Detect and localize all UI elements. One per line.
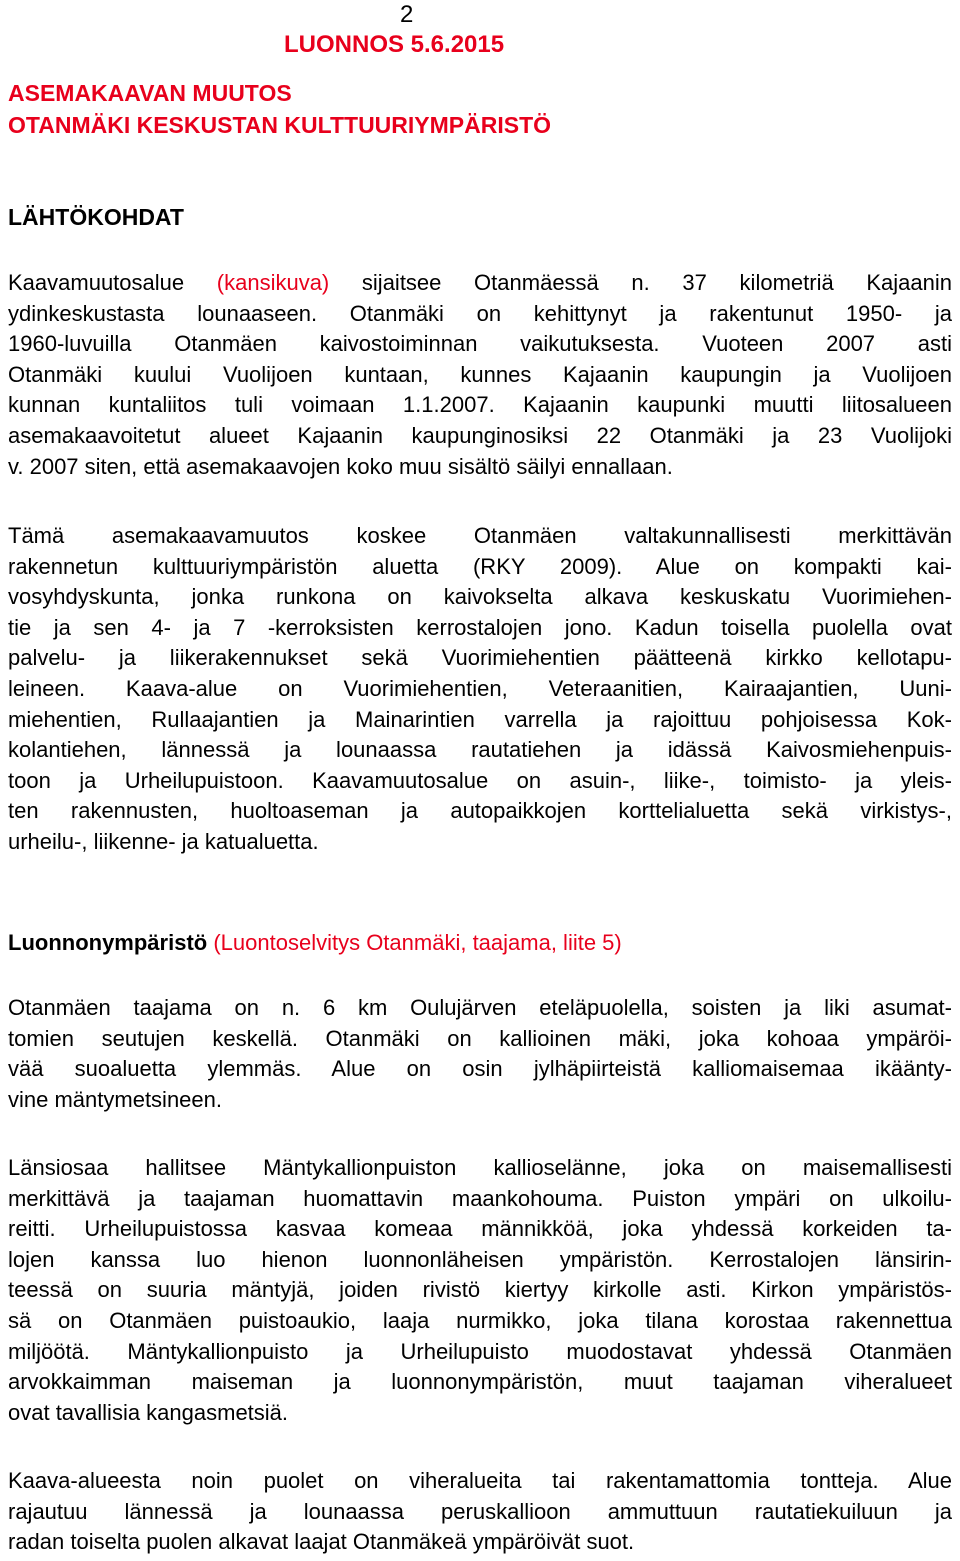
paragraph-line: merkittävä ja taajaman huomattavin maankohouma. Puiston ympäri on ulkoilu- [8,1185,952,1211]
page-number: 2 [400,1,414,28]
paragraph-line: leineen. Kaava-alue on Vuorimiehentien, Veteraanitien, Kairaajantien, Uuni- [8,675,952,701]
paragraph-line: v. 2007 siten, että asemakaavojen koko muu sisältö säilyi ennallaan. [8,453,673,479]
paragraph-line: urheilu-, liikenne- ja katualuetta. [8,828,319,854]
paragraph-line: miehentien, Rullaajantien ja Mainarintien varrella ja rajoittuu pohjoisessa Kok- [8,706,952,732]
paragraph-line: lojen kanssa luo hienon luonnonläheisen ympäristön. Kerrostalojen länsirin- [8,1246,952,1272]
paragraph-line: palvelu- ja liikerakennukset sekä Vuorimiehentien päätteenä kirkko kellotapu- [8,645,952,671]
paragraph-line: 1960-luvuilla Otanmäen kaivostoiminnan vaikutuksesta. Vuoteen 2007 asti [8,331,952,357]
section-heading-luonnonymparisto [8,928,622,958]
paragraph-line: miljöötä. Mäntykallionpuisto ja Urheilupuisto muodostavat yhdessä Otanmäen [8,1338,952,1364]
paragraph-line: Otanmäen taajama on n. 6 km Oulujärven eteläpuolella, soisten ja liki asumat- [8,995,952,1020]
document-title: ASEMAKAAVAN MUUTOS [8,80,292,106]
paragraph-line: tomien seutujen keskellä. Otanmäki on kallioinen mäki, joka kohoaa ympäröi- [8,1025,952,1051]
paragraph-location [8,993,952,1115]
paragraph-line: Kaavamuutosalue (kansikuva) sijaitsee Otanmäessä n. 37 kilometriä Kajaanin [8,270,952,295]
paragraph-line: Otanmäki kuului Vuolijoen kuntaan, kunnes Kajaanin kaupungin ja Vuolijoen [8,361,952,387]
paragraph-line: tie ja sen 4- ja 7 -kerroksisten kerrostalojen jono. Kadun toisella puolella ovat [8,614,952,640]
draft-label: LUONNOS 5.6.2015 [284,31,505,58]
paragraph-landscape [8,1153,952,1428]
paragraph-rky [8,521,952,858]
paragraph-line: toon ja Urheilupuistoon. Kaavamuutosalue on asuin-, liike-, toimisto- ja yleis- [8,767,952,793]
paragraph-line: ovat tavallisia kangasmetsiä. [8,1399,289,1425]
paragraph-intro [8,268,952,482]
section-heading-bold: Luonnonympäristö [8,930,208,955]
paragraph-line: kolantiehen, lännessä ja lounaassa rautatiehen ja idässä Kaivosmiehenpuis- [8,737,952,763]
paragraph-line: vine mäntymetsineen. [8,1086,222,1112]
paragraph-line: Tämä asemakaavamuutos koskee Otanmäen valtakunnallisesti merkittävän [8,523,952,548]
cover-image-reference: (kansikuva) [216,270,330,295]
paragraph-line: reitti. Urheilupuistossa kasvaa komeaa männikköä, joka yhdessä korkeiden ta- [8,1216,952,1242]
section-heading-lahtokohdat: LÄHTÖKOHDAT [8,204,184,230]
paragraph-line: arvokkaimman maiseman ja luonnonympäristön, muut taajaman viheralueet [8,1369,952,1395]
paragraph-line: rajautuu lännessä ja lounaassa peruskallioon ammuttuun rautatiekuiluun ja [8,1498,952,1524]
paragraph-green-areas [8,1466,952,1558]
paragraph-line: kunnan kuntaliitos tuli voimaan 1.1.2007. Kajaanin kaupunki muutti liitosalueen [8,392,952,418]
paragraph-line: teessä on suuria mäntyjä, joiden rivistö kiertyy kirkolle asti. Kirkon ympäristös- [8,1277,952,1303]
paragraph-line: radan toiselta puolen alkavat laajat Otanmäkeä ympäröivät suot. [8,1529,635,1555]
paragraph-line: Länsiosaa hallitsee Mäntykallionpuiston kallioselänne, joka on maisemallisesti [8,1155,952,1180]
paragraph-line: vosyhdyskunta, jonka runkona on kaivokselta alkava keskuskatu Vuorimiehen- [8,584,952,610]
paragraph-line: rakennetun kulttuuriympäristön aluetta (RKY 2009). Alue on kompakti kai- [8,553,952,579]
nature-survey-reference: (Luontoselvitys Otanmäki, taajama, liite 5) [213,930,622,955]
paragraph-line: Kaava-alueesta noin puolet on viheralueita tai rakentamattomia tontteja. Alue [8,1468,952,1493]
paragraph-line: sä on Otanmäen puistoaukio, laaja nurmikko, joka tilana korostaa rakennettua [8,1307,952,1333]
paragraph-line: ydinkeskustasta lounaaseen. Otanmäki on kehittynyt ja rakentunut 1950- ja [8,300,952,326]
paragraph-line: asemakaavoitetut alueet Kajaanin kaupunginosiksi 22 Otanmäki ja 23 Vuolijoki [8,422,952,448]
paragraph-line: ten rakennusten, huoltoaseman ja autopaikkojen korttelialuetta sekä virkistys-, [8,798,952,824]
document-subtitle: OTANMÄKI KESKUSTAN KULTTUURIYMPÄRISTÖ [8,112,552,138]
paragraph-line: vää suoaluetta ylemmäs. Alue on osin jylhäpiirteistä kalliomaisemaa ikäänty- [8,1056,952,1082]
